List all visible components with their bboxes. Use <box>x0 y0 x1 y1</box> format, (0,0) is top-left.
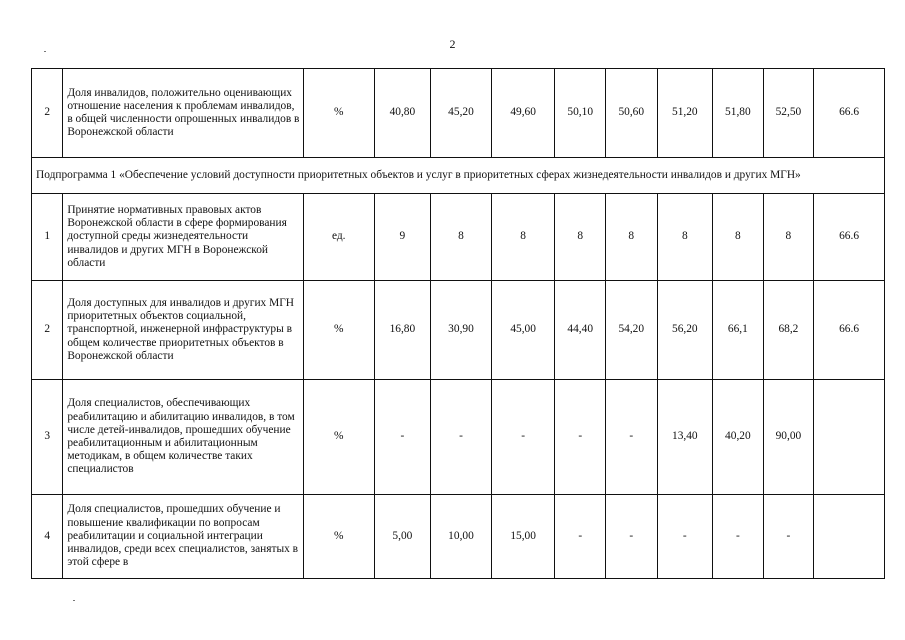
value-cell: 16,80 <box>374 281 431 380</box>
value-cell: 51,20 <box>657 69 713 158</box>
table-row <box>32 495 885 579</box>
value-cell: - <box>606 380 658 495</box>
value-cell: 52,50 <box>763 69 814 158</box>
value-cell: - <box>657 495 713 579</box>
value-cell: 8 <box>555 194 606 281</box>
value-cell: 45,20 <box>431 69 492 158</box>
indicators-table <box>31 68 885 579</box>
indicator-name: Принятие нормативных правовых актов Воронежской области в сфере формирования доступной среды жизнедеятельности инвалидов и других МГН в Воронежской области <box>63 194 304 281</box>
value-cell: 66,1 <box>713 281 764 380</box>
value-cell: 10,00 <box>431 495 492 579</box>
row-number: 3 <box>32 380 63 495</box>
value-cell: 8 <box>713 194 764 281</box>
value-cell: 50,10 <box>555 69 606 158</box>
scan-speck <box>44 51 46 52</box>
unit-cell: % <box>303 69 374 158</box>
value-cell: - <box>606 495 658 579</box>
value-cell: 9 <box>374 194 431 281</box>
value-cell: 45,00 <box>491 281 555 380</box>
subprogram-heading: Подпрограмма 1 «Обеспечение условий доступности приоритетных объектов и услуг в приоритетных сферах жизнедеятельности инвалидов и других МГН» <box>32 158 885 194</box>
value-cell: - <box>555 380 606 495</box>
table-row <box>32 281 885 380</box>
reference-cell <box>814 495 885 579</box>
value-cell: - <box>431 380 492 495</box>
subprogram-row <box>32 158 885 194</box>
value-cell: 44,40 <box>555 281 606 380</box>
unit-cell: ед. <box>303 194 374 281</box>
value-cell: 8 <box>606 194 658 281</box>
value-cell: 54,20 <box>606 281 658 380</box>
indicator-name: Доля специалистов, прошедших обучение и повышение квалификации по вопросам реабилитации и социальной интеграции инвалидов, среди всех специалистов, занятых в этой сфере в <box>63 495 304 579</box>
value-cell: - <box>555 495 606 579</box>
row-number: 2 <box>32 281 63 380</box>
reference-cell: 66.6 <box>814 194 885 281</box>
value-cell: 68,2 <box>763 281 814 380</box>
value-cell: 50,60 <box>606 69 658 158</box>
row-number: 1 <box>32 194 63 281</box>
reference-cell <box>814 380 885 495</box>
value-cell: 30,90 <box>431 281 492 380</box>
table-row <box>32 194 885 281</box>
value-cell: - <box>713 495 764 579</box>
page-number: 2 <box>449 37 456 51</box>
value-cell: 8 <box>491 194 555 281</box>
table-row <box>32 380 885 495</box>
value-cell: - <box>763 495 814 579</box>
unit-cell: % <box>303 495 374 579</box>
value-cell: 5,00 <box>374 495 431 579</box>
value-cell: 56,20 <box>657 281 713 380</box>
value-cell: - <box>491 380 555 495</box>
reference-cell: 66.6 <box>814 281 885 380</box>
row-number: 4 <box>32 495 63 579</box>
reference-cell: 66.6 <box>814 69 885 158</box>
value-cell: 40,80 <box>374 69 431 158</box>
value-cell: 8 <box>763 194 814 281</box>
value-cell: - <box>374 380 431 495</box>
value-cell: 51,80 <box>713 69 764 158</box>
value-cell: 15,00 <box>491 495 555 579</box>
table-row <box>32 69 885 158</box>
value-cell: 8 <box>657 194 713 281</box>
scan-speck <box>73 600 75 601</box>
indicator-name: Доля инвалидов, положительно оценивающих отношение населения к проблемам инвалидов, в общей численности опрошенных инвалидов в Воронежской области <box>63 69 304 158</box>
value-cell: 90,00 <box>763 380 814 495</box>
value-cell: 49,60 <box>491 69 555 158</box>
unit-cell: % <box>303 380 374 495</box>
value-cell: 13,40 <box>657 380 713 495</box>
value-cell: 40,20 <box>713 380 764 495</box>
row-number: 2 <box>32 69 63 158</box>
indicator-name: Доля доступных для инвалидов и других МГН приоритетных объектов социальной, транспортной, инженерной инфраструктуры в общем количестве приоритетных объектов в Воронежской области <box>63 281 304 380</box>
unit-cell: % <box>303 281 374 380</box>
value-cell: 8 <box>431 194 492 281</box>
indicator-name: Доля специалистов, обеспечивающих реабилитацию и абилитацию инвалидов, в том числе детей-инвалидов, прошедших обучение реабилитационным и абилитационным методикам, в общем количестве таких специалистов <box>63 380 304 495</box>
